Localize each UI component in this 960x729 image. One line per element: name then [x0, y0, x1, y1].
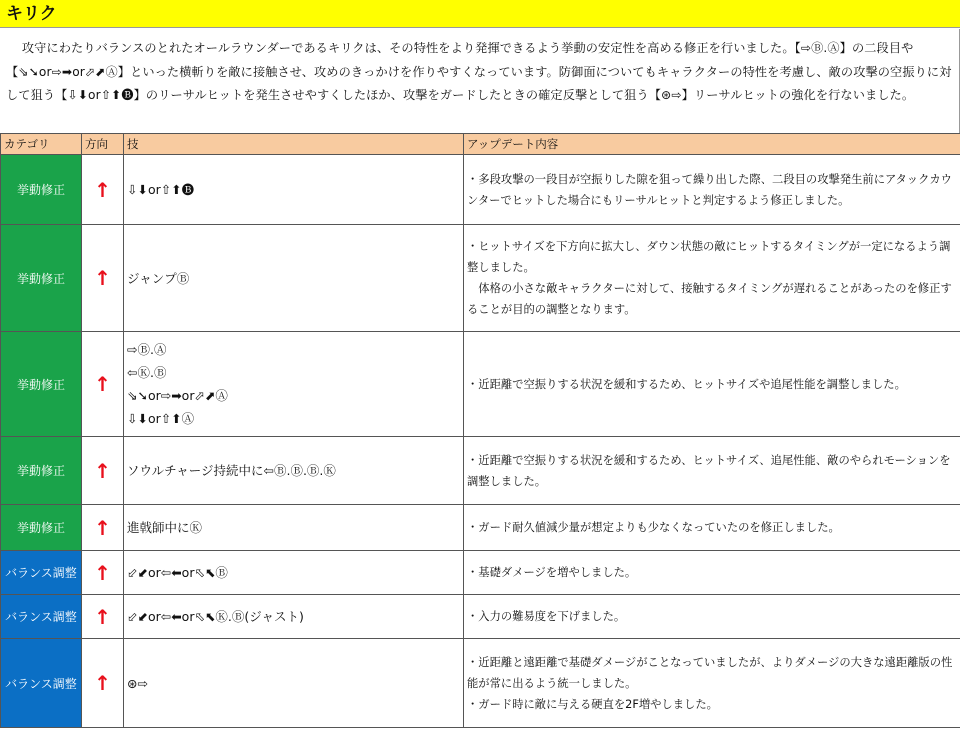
category-cell: バランス調整 — [1, 595, 82, 639]
update-line: ることが目的の調整となります。 — [467, 303, 636, 316]
move-command: ⬃⬋or⇦⬅or⬁⬉Ⓚ.Ⓑ(ジャスト) — [127, 609, 304, 624]
category-cell: 挙動修正 — [1, 332, 82, 437]
update-cell — [464, 437, 960, 505]
move-cell — [124, 639, 464, 728]
move-command: ⇩⬇or⇧⬆Ⓐ — [127, 411, 195, 426]
update-line: ・多段攻撃の一段目が空振りした隙を狙って繰り出した際、二段目の攻撃発生前にアタックカウ — [467, 172, 952, 186]
move-command: ⇦Ⓚ.Ⓑ — [127, 365, 167, 380]
update-line: ・ガード時に敵に与える硬直を2F増やしました。 — [467, 697, 718, 711]
update-line: ・近距離で空振りする状況を緩和するため、ヒットサイズや追尾性能を調整しました。 — [467, 377, 906, 391]
header-category: カテゴリ — [1, 134, 82, 155]
move-cell — [124, 437, 464, 505]
update-cell — [464, 639, 960, 728]
move-command: ⇘➘or⇨➡or⬀⬈Ⓐ — [127, 388, 228, 403]
page-title: キリク — [0, 0, 960, 28]
table-row — [1, 225, 960, 332]
update-cell — [464, 595, 960, 639]
update-line: ・基礎ダメージを増やしました。 — [467, 566, 637, 579]
table-row — [1, 332, 960, 437]
table-row — [1, 639, 960, 728]
move-command: 進戟師中にⓀ — [127, 520, 203, 535]
direction-up-arrow-icon: ↑ — [82, 225, 124, 332]
update-line: ・近距離で空振りする状況を緩和するため、ヒットサイズ、追尾性能、敵のやられモーションを — [467, 453, 951, 467]
move-command: ⬃⬋or⇦⬅or⬁⬉Ⓑ — [127, 565, 228, 580]
update-cell — [464, 505, 960, 551]
move-cell — [124, 551, 464, 595]
update-line: ・入力の難易度を下げました。 — [467, 610, 626, 623]
move-cell — [124, 155, 464, 225]
update-line: ・近距離と遠距離で基礎ダメージがことなっていましたが、よりダメージの大きな遠距離版の性 — [467, 655, 953, 669]
move-command: ⇩⬇or⇧⬆🅑 — [127, 182, 195, 197]
update-line: ンターでヒットした場合にもリーサルヒットと判定するよう修正しました。 — [467, 193, 850, 207]
update-cell — [464, 551, 960, 595]
update-cell — [464, 225, 960, 332]
patch-notes-table — [0, 133, 960, 728]
table-row — [1, 437, 960, 505]
update-line: ・ヒットサイズを下方向に拡大し、ダウン状態の敵にヒットするタイミングが一定になるよう調 — [467, 240, 951, 253]
table-body — [1, 155, 960, 728]
direction-up-arrow-icon: ↑ — [82, 155, 124, 225]
move-cell — [124, 332, 464, 437]
update-line: 整しました。 — [467, 261, 535, 274]
table-row — [1, 505, 960, 551]
update-line: 能が常に出るよう統一しました。 — [467, 676, 637, 690]
move-command: ジャンプⒷ — [127, 270, 190, 286]
move-cell — [124, 225, 464, 332]
category-cell: バランス調整 — [1, 639, 82, 728]
move-cell — [124, 595, 464, 639]
table-row — [1, 551, 960, 595]
header-move: 技 — [124, 134, 464, 155]
category-cell: 挙動修正 — [1, 437, 82, 505]
move-cell — [124, 505, 464, 551]
category-cell: 挙動修正 — [1, 225, 82, 332]
header-update: アップデート内容 — [464, 134, 960, 155]
move-command: ソウルチャージ持続中に⇦Ⓑ.Ⓑ.Ⓑ.Ⓚ — [127, 463, 336, 478]
update-cell — [464, 332, 960, 437]
table-header-row — [1, 134, 960, 155]
direction-up-arrow-icon: ↑ — [82, 595, 124, 639]
update-line: 調整しました。 — [467, 474, 547, 488]
category-cell: 挙動修正 — [1, 505, 82, 551]
update-line: ・ガード耐久値減少量が想定よりも少なくなっていたのを修正しました。 — [467, 521, 840, 534]
move-command: ⊛⇨ — [127, 675, 148, 691]
table-row — [1, 595, 960, 639]
header-direction: 方向 — [82, 134, 124, 155]
direction-up-arrow-icon: ↑ — [82, 505, 124, 551]
table-row — [1, 155, 960, 225]
category-cell: バランス調整 — [1, 551, 82, 595]
intro-paragraph — [0, 29, 960, 133]
move-command: ⇨Ⓑ.Ⓐ — [127, 342, 167, 357]
direction-up-arrow-icon: ↑ — [82, 551, 124, 595]
update-cell — [464, 155, 960, 225]
direction-up-arrow-icon: ↑ — [82, 437, 124, 505]
intro-text: 攻守にわたりバランスのとれたオールラウンダーであるキリクは、その特性をより発揮できるよう挙動の安定性を高める修正を行いました。【⇨Ⓑ.Ⓐ】の二段目や【⇘➘or⇨➡or⬀⬈Ⓐ】といった横斬りを敵に接触させ、攻めのきっかけを作りやすくなっています。防御面についてもキャラクターの特性を考慮し、敵の攻撃の空振りに対して狙う【⇩⬇or⇧⬆🅑】のリーサルヒットを発生させやすくしたほか、攻撃をガードしたときの確定反撃として狙う【⊛⇨】リーサルヒットの強化を行ないました。 — [6, 41, 952, 102]
update-line: 体格の小さな敵キャラクターに対して、接触するタイミングが遅れることがあったのを修正す — [467, 282, 952, 295]
direction-up-arrow-icon: ↑ — [82, 639, 124, 728]
category-cell: 挙動修正 — [1, 155, 82, 225]
direction-up-arrow-icon: ↑ — [82, 332, 124, 437]
